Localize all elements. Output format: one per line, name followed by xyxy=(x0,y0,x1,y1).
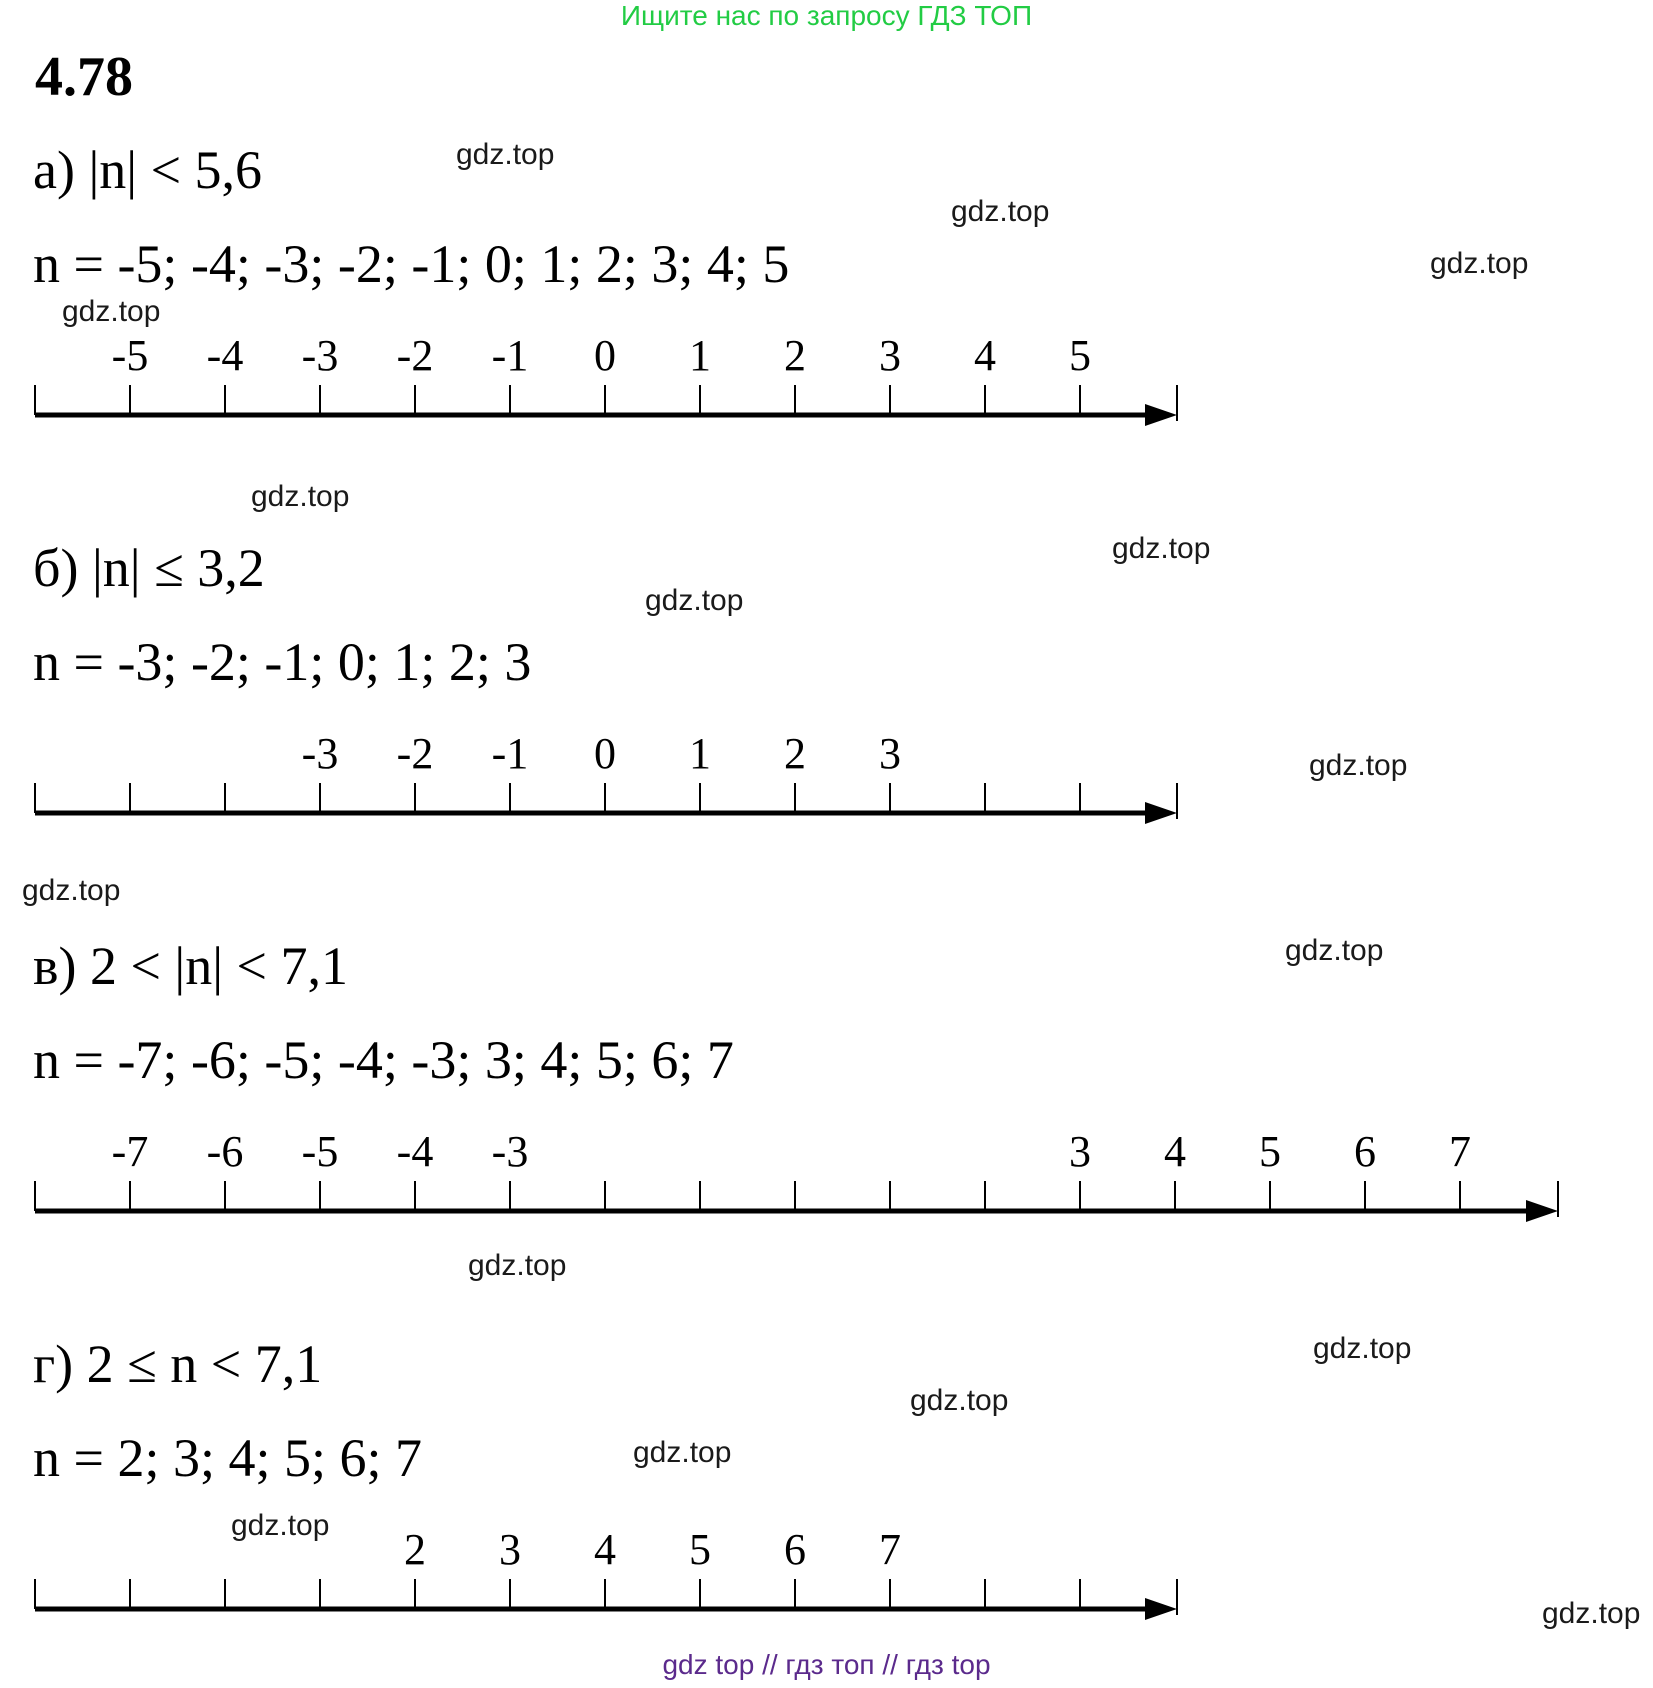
tick-label: 7 xyxy=(1449,1127,1471,1176)
watermark: gdz.top xyxy=(251,480,350,513)
tick-label: 5 xyxy=(1259,1127,1281,1176)
tick-label: -2 xyxy=(396,331,434,380)
part-d-solution: n = 2; 3; 4; 5; 6; 7 xyxy=(33,1428,422,1488)
watermark: gdz.top xyxy=(1430,247,1529,280)
tick-label: 2 xyxy=(404,1525,426,1574)
axis-arrowhead xyxy=(1145,1598,1177,1620)
part-c-solution: n = -7; -6; -5; -4; -3; 3; 4; 5; 6; 7 xyxy=(33,1030,734,1090)
part-c-number-line xyxy=(0,1126,1580,1236)
watermark: gdz.top xyxy=(62,295,161,328)
tick-label: 1 xyxy=(689,331,711,380)
watermark: gdz.top xyxy=(645,584,744,617)
part-b-condition: б) |n| ≤ 3,2 xyxy=(33,538,265,598)
tick-label: 2 xyxy=(784,729,806,778)
watermark: gdz.top xyxy=(951,195,1050,228)
part-a-number-line xyxy=(0,330,1200,440)
tick-label: 3 xyxy=(499,1525,521,1574)
tick-label: -3 xyxy=(301,729,339,778)
axis-arrowhead xyxy=(1526,1200,1558,1222)
watermark: gdz.top xyxy=(1285,934,1384,967)
tick-label: 3 xyxy=(879,331,901,380)
watermark: gdz.top xyxy=(456,138,555,171)
footer-watermark: gdz top // гдз топ // гдз top xyxy=(662,1649,991,1680)
tick-label: -5 xyxy=(111,331,149,380)
axis-arrowhead xyxy=(1145,802,1177,824)
tick-label: -4 xyxy=(396,1127,434,1176)
tick-label: 0 xyxy=(594,331,616,380)
tick-label: 5 xyxy=(689,1525,711,1574)
tick-label: -6 xyxy=(206,1127,244,1176)
tick-label: 2 xyxy=(784,331,806,380)
watermark: gdz.top xyxy=(22,874,121,907)
part-c-condition: в) 2 < |n| < 7,1 xyxy=(33,936,349,996)
tick-label: -7 xyxy=(111,1127,149,1176)
watermark: gdz.top xyxy=(1309,749,1408,782)
watermark: gdz.top xyxy=(633,1436,732,1469)
tick-label: -4 xyxy=(206,331,244,380)
tick-label: -3 xyxy=(491,1127,529,1176)
watermark: gdz.top xyxy=(910,1384,1009,1417)
tick-label: 0 xyxy=(594,729,616,778)
axis-arrowhead xyxy=(1145,404,1177,426)
tick-label: -2 xyxy=(396,729,434,778)
problem-number: 4.78 xyxy=(35,46,133,108)
watermark: gdz.top xyxy=(1313,1332,1412,1365)
tick-label: 6 xyxy=(1354,1127,1376,1176)
watermark: gdz.top xyxy=(231,1509,330,1542)
part-b-solution: n = -3; -2; -1; 0; 1; 2; 3 xyxy=(33,632,532,692)
tick-label: 4 xyxy=(1164,1127,1186,1176)
tick-label: -1 xyxy=(491,331,529,380)
tick-label: -5 xyxy=(301,1127,339,1176)
part-a-condition: а) |n| < 5,6 xyxy=(33,140,263,200)
tick-label: 5 xyxy=(1069,331,1091,380)
top-banner: Ищите нас по запросу ГДЗ ТОП xyxy=(620,0,1033,31)
watermark: gdz.top xyxy=(1542,1597,1641,1630)
tick-label: 3 xyxy=(879,729,901,778)
part-b-number-line xyxy=(0,728,1200,838)
tick-label: 4 xyxy=(594,1525,616,1574)
watermark: gdz.top xyxy=(1112,532,1211,565)
part-d-number-line xyxy=(0,1524,1200,1634)
part-a-solution: n = -5; -4; -3; -2; -1; 0; 1; 2; 3; 4; 5 xyxy=(33,234,790,294)
tick-label: 3 xyxy=(1069,1127,1091,1176)
tick-label: 6 xyxy=(784,1525,806,1574)
tick-label: 1 xyxy=(689,729,711,778)
watermark: gdz.top xyxy=(468,1249,567,1282)
part-d-condition: г) 2 ≤ n < 7,1 xyxy=(33,1334,323,1394)
tick-label: 7 xyxy=(879,1525,901,1574)
tick-label: -1 xyxy=(491,729,529,778)
tick-label: -3 xyxy=(301,331,339,380)
tick-label: 4 xyxy=(974,331,996,380)
